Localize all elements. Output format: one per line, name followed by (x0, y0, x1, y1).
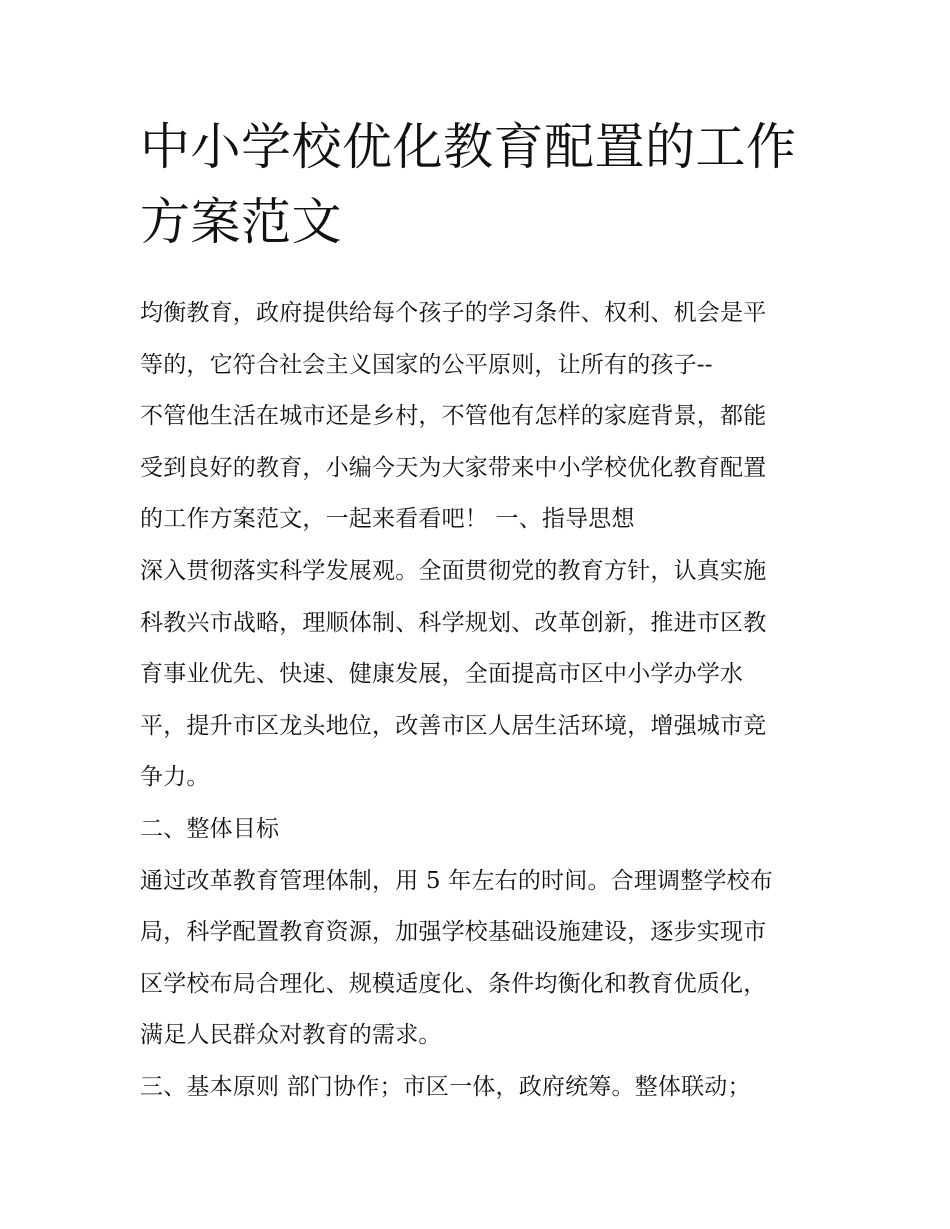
section-heading: 二、整体目标 (140, 815, 280, 842)
body-line: 区学校布局合理化、规模适度化、条件均衡化和教育优质化， (140, 970, 767, 997)
body-line: 等的，它符合社会主义国家的公平原则，让所有的孩子-- (140, 351, 713, 378)
document-body (140, 288, 812, 1114)
title-line-2: 方案范文 (140, 193, 342, 251)
document-page (140, 110, 812, 1114)
title-line-1: 中小学校优化教育配置的工作 (140, 118, 797, 176)
body-line: 不管他生活在城市还是乡村，不管他有怎样的家庭背景，都能 (140, 403, 767, 430)
body-line: 育事业优先、快速、健康发展，全面提高市区中小学办学水 (140, 661, 744, 688)
body-line: 满足人民群众对教育的需求。 (140, 1022, 442, 1049)
body-line: 受到良好的教育，小编今天为大家带来中小学校优化教育配置 (140, 454, 767, 481)
body-line: 局，科学配置教育资源，加强学校基础设施建设，逐步实现市 (140, 919, 767, 946)
body-line: 平，提升市区龙头地位，改善市区人居生活环境，增强城市竞 (140, 712, 767, 739)
body-line: 均衡教育，政府提供给每个孩子的学习条件、权利、机会是平 (140, 300, 767, 326)
body-line: 深入贯彻落实科学发展观。全面贯彻党的教育方针，认真实施 (140, 557, 767, 584)
body-line: 的工作方案范文，一起来看看吧！ 一、指导思想 (140, 506, 635, 533)
body-line: 通过改革教育管理体制，用 5 年左右的时间。合理调整学校布 (140, 867, 774, 894)
body-line: 科教兴市战略，理顺体制、科学规划、改革创新，推进市区教 (140, 609, 767, 636)
section-heading: 三、基本原则 部门协作；市区一体，政府统筹。整体联动； (140, 1073, 751, 1100)
document-title (140, 110, 812, 260)
body-line: 争力。 (140, 764, 210, 791)
